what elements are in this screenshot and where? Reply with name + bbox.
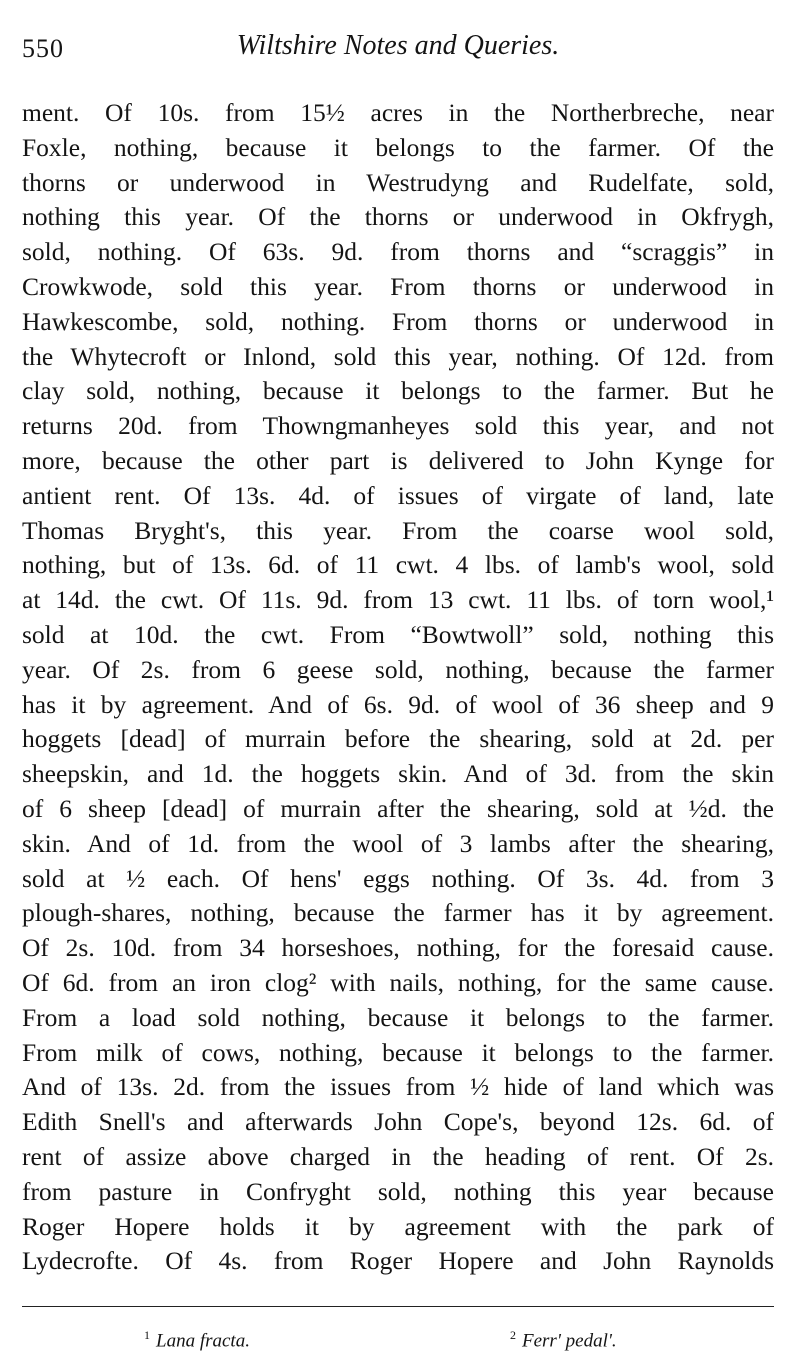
text-line: skin. And of 1d. from the wool of 3 lambs after the shearing, [22, 828, 774, 858]
page-header [22, 30, 774, 70]
footnote-1 [144, 1328, 250, 1352]
footnote-mark: 2 [510, 1328, 516, 1342]
text-line: Hawkescombe, sold, nothing. From thorns or underwood in [22, 306, 774, 336]
text-line: Thomas Bryght's, this year. From the coarse wool sold, [22, 515, 774, 545]
text-line: sold at 10d. the cwt. From “Bowtwoll” sold, nothing this [22, 619, 774, 649]
text-line: Of 2s. 10d. from 34 horseshoes, nothing, for the foresaid cause. [22, 933, 774, 963]
text-line: plough-shares, nothing, because the farmer has it by agreement. [22, 898, 774, 928]
text-line: From a load sold nothing, because it belongs to the farmer. [22, 1002, 774, 1032]
text-line: more, because the other part is delivered to John Kynge for [22, 445, 774, 475]
text-line: hoggets [dead] of murrain before the shearing, sold at 2d. per [22, 724, 774, 754]
text-line: sold at ½ each. Of hens' eggs nothing. Of 3s. 4d. from 3 [22, 863, 774, 893]
text-line: Edith Snell's and afterwards John Cope's, beyond 12s. 6d. of [22, 1107, 774, 1137]
text-line: clay sold, nothing, because it belongs to the farmer. But he [22, 376, 774, 406]
text-line: returns 20d. from Thowngmanheyes sold this year, and not [22, 411, 774, 441]
text-line: ment. Of 10s. from 15½ acres in the Northerbreche, near [22, 98, 774, 127]
text-line: antient rent. Of 13s. 4d. of issues of virgate of land, late [22, 480, 774, 510]
text-line: Lydecrofte. Of 4s. from Roger Hopere and John Raynolds [22, 1246, 774, 1276]
text-line: has it by agreement. And of 6s. 9d. of wool of 36 sheep and 9 [22, 689, 774, 719]
footnote-divider [22, 1306, 774, 1307]
footnote-text: Ferr' pedal'. [522, 1330, 617, 1352]
footnote-mark: 1 [144, 1328, 150, 1342]
text-line: nothing this year. Of the thorns or underwood in Okfrygh, [22, 202, 774, 232]
footnote-2 [510, 1328, 617, 1352]
text-line: Roger Hopere holds it by agreement with the park of [22, 1211, 774, 1241]
text-line: from pasture in Confryght sold, nothing this year because [22, 1176, 774, 1206]
text-line: Foxle, nothing, because it belongs to the farmer. Of the [22, 132, 774, 162]
text-line: rent of assize above charged in the heading of rent. Of 2s. [22, 1141, 774, 1171]
text-line: From milk of cows, nothing, because it belongs to the farmer. [22, 1037, 774, 1067]
text-line: thorns or underwood in Westrudyng and Rudelfate, sold, [22, 167, 774, 197]
text-line: Crowkwode, sold this year. From thorns or underwood in [22, 271, 774, 301]
text-line: the Whytecroft or Inlond, sold this year, nothing. Of 12d. from [22, 341, 774, 371]
text-line: Of 6d. from an iron clog² with nails, nothing, for the same cause. [22, 967, 774, 997]
page-number: 550 [22, 34, 64, 63]
running-title: Wiltshire Notes and Queries. [236, 30, 560, 61]
text-line: And of 13s. 2d. from the issues from ½ hide of land which was [22, 1072, 774, 1102]
body-text [22, 96, 774, 1279]
text-line: sheepskin, and 1d. the hoggets skin. And of 3d. from the skin [22, 759, 774, 789]
text-line: of 6 sheep [dead] of murrain after the shearing, sold at ½d. the [22, 793, 774, 823]
text-line: at 14d. the cwt. Of 11s. 9d. from 13 cwt. 11 lbs. of torn wool,¹ [22, 585, 774, 615]
footnote-text: Lana fracta. [156, 1330, 250, 1352]
text-line: sold, nothing. Of 63s. 9d. from thorns and “scraggis” in [22, 237, 774, 267]
footnotes [22, 1328, 774, 1358]
text-line: nothing, but of 13s. 6d. of 11 cwt. 4 lbs. of lamb's wool, sold [22, 550, 774, 580]
text-line: year. Of 2s. from 6 geese sold, nothing, because the farmer [22, 654, 774, 684]
